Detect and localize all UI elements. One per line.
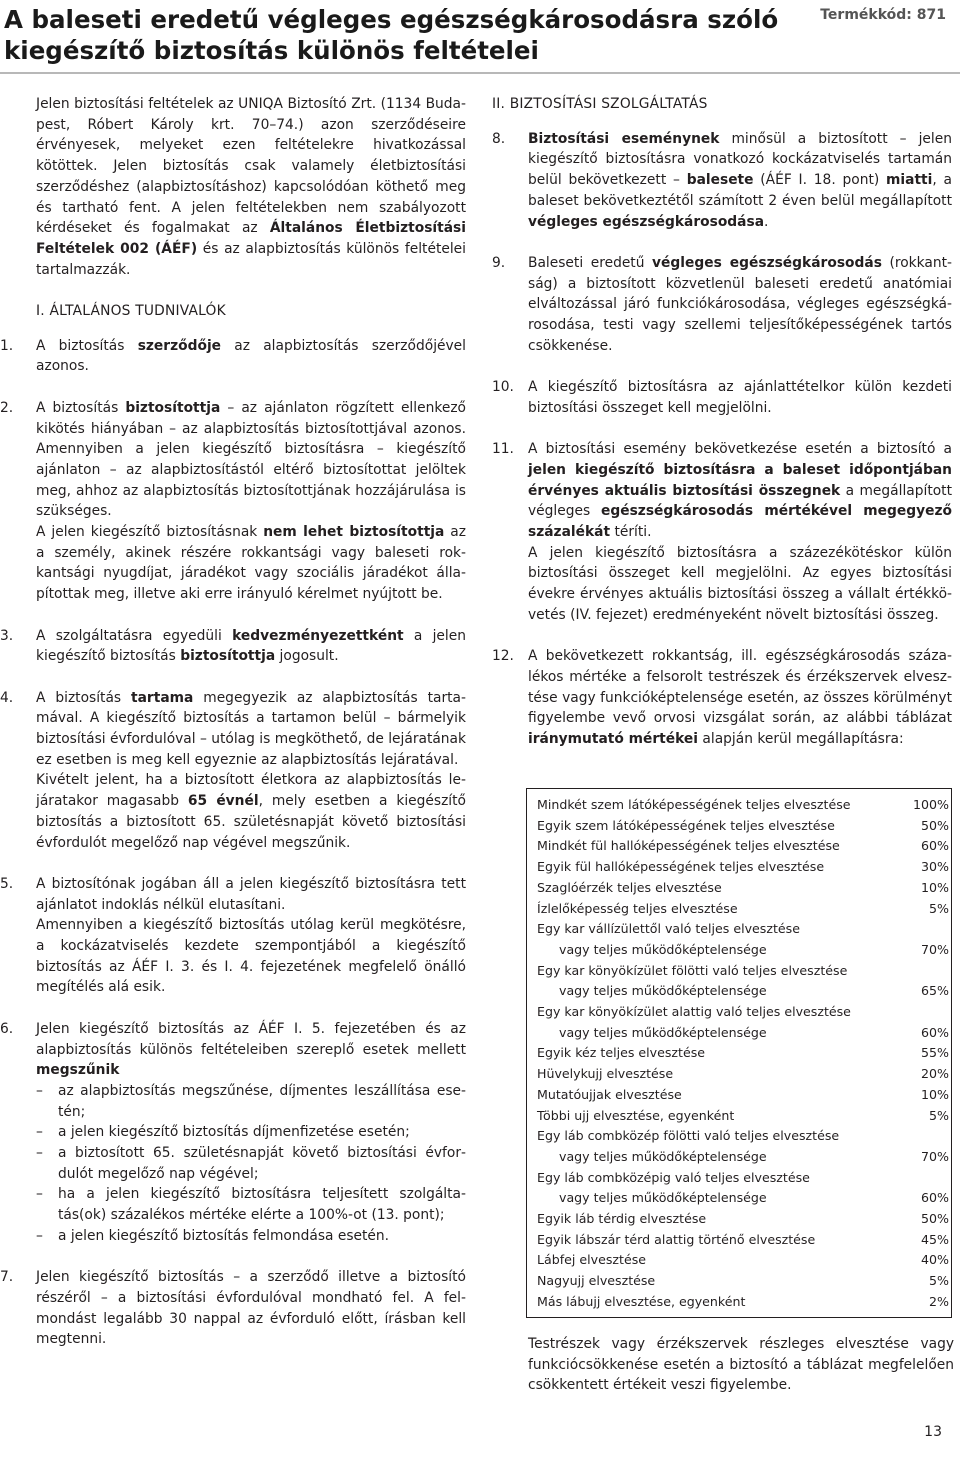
table-row — [527, 961, 952, 1002]
injury-label: Ízlelőképesség teljes elvesztése — [537, 900, 738, 916]
table-row — [527, 1106, 952, 1127]
table-row — [527, 1271, 952, 1292]
title-line-2: kiegészítő biztosítás különös feltételei — [4, 36, 539, 65]
clause-11: 11. A biztosítási esemény bekövetkezése esetén a biztosító a jelen kiegészítő biztosításra a baleset időpontjában érvényes aktuális biztosítási összegnek a megállapított végleges egészségkárosodás mértékével megegyező százalékát téríti. A jelen kiegészítő biztosításra a százezékötéskor külön biztosítási összeget kell megjelölni. Az egyes biztosítási évekre érvényes aktuális biztosítási összeg a vállalt értékkövetés (IV. fejezet) eredményeként növelt biztosítási összeg. — [492, 441, 952, 623]
injury-label: Egyik lábszár térd alattig történő elvesztése — [537, 1231, 816, 1247]
section-heading-general: I. ÁLTALÁNOS TUDNIVALÓK — [36, 303, 226, 320]
clause-9: 9. Baleseti eredetű végleges egészségkárosodás (rokkantság) a biztosított közvetlenül baleseti eredetű anatómiai elváltozással járó funkciókárosodása, végleges egészségkárosodása, testi vagy szellemi teljesítőképességének tartós csökkenése. — [492, 254, 952, 354]
injury-label: Egy kar könyökízület fölötti való teljes elvesztése vagy teljes működőképtelensége — [537, 962, 848, 999]
percentage-value: 30% — [921, 859, 949, 875]
page-number: 13 — [924, 1424, 942, 1440]
percentage-value: 55% — [921, 1045, 949, 1061]
clause-8: 8. Biztosítási eseménynek minősül a biztosított – jelen kiegészítő biztosításra vonatkozó kockázatviselés tartamán belül bekövetkezett – balesete (ÁÉF I. 18. pont) miatti, a baleset bekövetkeztétől számított 2 éven belül megállapított végleges egészségkárosodása. — [492, 130, 952, 230]
injury-label: Egyik fül hallóképességének teljes elvesztése — [537, 859, 825, 875]
injury-label: Mindkét szem látóképességének teljes elvesztése — [537, 797, 851, 812]
table-row — [527, 816, 952, 837]
percentage-value: 45% — [921, 1231, 949, 1247]
termination-case: – ha a jelen kiegészítő biztosításra teljesített szolgáltatás(ok) százalékos mértéke elérte a 100%-ot (13. pont); — [36, 1186, 466, 1224]
clause-number: 5. — [0, 875, 14, 892]
title-line-1: A baleseti eredetű végleges egészségkárosodásra szóló — [4, 5, 779, 34]
clause-number: 10. — [492, 379, 514, 396]
section-heading-benefits: II. BIZTOSÍTÁSI SZOLGÁLTATÁS — [492, 96, 708, 112]
table-row — [527, 1292, 952, 1317]
termination-case: – a jelen kiegészítő biztosítás felmondása esetén. — [36, 1227, 390, 1244]
clause-number: 2. — [0, 399, 14, 416]
percentage-value: 70% — [921, 1148, 949, 1164]
product-code: Termékkód: 871 — [820, 7, 946, 23]
percentage-value: 5% — [929, 900, 949, 916]
table-row — [527, 1043, 952, 1064]
percentage-value: 40% — [921, 1252, 949, 1268]
clause-5: 5. A biztosítónak jogában áll a jelen kiegészítő biztosításra tett ajánlatot indoklás nélkül elutasítani. Amennyiben a kiegészítő biztosítás utólag kerül megkötésre, a kockázatviselés kezdete szempontjából a kiegészítő biztosítás az ÁÉF I. 3. és I. 4. fejezetének megfelelő önálló megítélés alá esik. — [0, 875, 466, 996]
header-divider — [0, 72, 960, 74]
injury-label: Szaglóérzék teljes elvesztése — [537, 879, 722, 895]
percentage-value: 60% — [921, 1024, 949, 1040]
percentage-value: 20% — [921, 1066, 949, 1082]
table-row — [527, 1209, 952, 1230]
document-title — [4, 4, 778, 66]
injury-label: Egy kar vállízülettől való teljes elvesztése vagy teljes működőképtelensége — [537, 921, 800, 957]
injury-label: Egyik láb térdig elvesztése — [537, 1211, 707, 1227]
clause-6: 6. Jelen kiegészítő biztosítás az ÁÉF I. 5. fejezetében és az alapbiztosítás különös feltételeiben szereplő esetek mellett megszűnik – az alapbiztosítás megszűnése, díjmentes leszállítása esetén; – a jelen kiegészítő biztosítás díjmenfizetése esetén; – a biztosított 65. születésnapját követő biztosítási évfordulót megelőző nap végével; – ha a jelen kiegészítő biztosításra teljesített szolgáltatás(ok) százalékos mértéke elérte a 100%-ot (13. pont); – a jelen kiegészítő biztosítás felmondása esetén. — [0, 1019, 466, 1247]
table-row — [527, 857, 952, 878]
clause-number: 1. — [0, 337, 14, 354]
clause-number: 4. — [0, 689, 14, 706]
table-row — [527, 878, 952, 899]
clause-10: 10. A kiegészítő biztosításra az ajánlattételkor külön kezdeti biztosítási összeget kell megjelölni. — [492, 379, 952, 416]
percentage-value: 60% — [921, 1190, 949, 1206]
left-column — [0, 94, 467, 1350]
percentage-value: 50% — [921, 817, 949, 833]
table-row — [527, 1168, 952, 1209]
clause-number: 6. — [0, 1020, 14, 1037]
table-row — [527, 789, 952, 816]
percentage-value: 50% — [921, 1211, 949, 1227]
disability-percentage-table — [526, 788, 952, 1318]
table-row — [527, 1002, 952, 1043]
injury-label: Lábfej elvesztése — [537, 1252, 647, 1268]
table-row — [527, 1230, 952, 1251]
percentage-value: 10% — [921, 1086, 949, 1102]
percentage-value: 2% — [929, 1293, 949, 1309]
table-row — [527, 919, 952, 960]
table-row — [527, 836, 952, 857]
termination-case: – az alapbiztosítás megszűnése, díjmentes leszállítása esetén; — [36, 1082, 466, 1120]
injury-label: Mutatóujjak elvesztése — [537, 1086, 682, 1102]
percentage-value: 60% — [921, 838, 949, 854]
clause-12: 12. A bekövetkezett rokkantság, ill. egészségkárosodás százalékos mértéke a felsorolt testrészek és érzékszervek elvesztése vagy funkcióképtelenségе esetén, az összes körülményt figyelembe vevő orvosi vizsgálat során, az alábbi táblázat iránymutató mértékei alapján kerül megállapításra: — [492, 648, 952, 748]
clause-number: 8. — [492, 130, 506, 147]
percentage-value: 10% — [921, 879, 949, 895]
injury-label: Egyik szem látóképességének teljes elvesztése — [537, 817, 835, 833]
clause-number: 12. — [492, 648, 514, 665]
percentage-value: 5% — [929, 1273, 949, 1289]
table-row — [527, 899, 952, 920]
table-row — [527, 1126, 952, 1167]
clause-number: 3. — [0, 627, 14, 644]
clause-number: 7. — [0, 1269, 14, 1286]
table-row — [527, 1085, 952, 1106]
table-row — [527, 1064, 952, 1085]
termination-case: – a jelen kiegészítő biztosítás díjmenfizetése esetén; — [36, 1124, 410, 1141]
right-column — [492, 94, 952, 750]
intro-paragraph: Jelen biztosítási feltételek az UNIQA Biztosító Zrt. (1134 Budapest, Róbert Károly krt. 70–74.) azon szerződéseire érvényesek, melyeket ezen feltételekre hivatkozással kötöttek. Jelen biztosítás csak valamely életbiztosítási szerződéshez (alapbiztosításhoz) kapcsolódóan köthető meg és tartható fent. A jelen feltételekben nem szabályozott kérdéseket és fogalmakat az Általános Életbiztosítási Feltételek 002 (ÁÉF) és az alapbiztosítás különös feltételei tartalmazzák. — [36, 96, 466, 278]
percentage-value: 70% — [921, 941, 949, 957]
injury-label: Egy láb combközépig való teljes elvesztése vagy teljes működőképtelensége — [537, 1169, 810, 1206]
termination-case: – a biztosított 65. születésnapját követő biztosítási évfordulót megelőző nap végével; — [36, 1145, 466, 1182]
injury-label: Egyik kéz teljes elvesztése — [537, 1045, 706, 1061]
table-footnote: Testrészek vagy érzékszervek részleges elvesztése vagy funkciócsökkenése esetén a biztosító a táblázat megfelelően csökkentett értékeit veszi figyelembe. — [528, 1336, 954, 1394]
injury-label: Más lábujj elvesztése, egyenként — [537, 1293, 746, 1309]
injury-label: Többi ujj elvesztése, egyenként — [537, 1107, 735, 1123]
clause-number: 11. — [492, 441, 514, 458]
clause-4: 4. A biztosítás tartama megegyezik az alapbiztosítás tartamával. A kiegészítő biztosítás a tartamon belül – bármelyik biztosítási évfordulóval – utólag is megköthető, de lejáratának ez esetben is meg kell egyeznie az alapbiztosítás lejáratával. Kivételt jelent, ha a biztosított életkora az alapbiztosítás lejáratakor magasabb 65 évnél, mely esetben a kiegészítő biztosítás a biztosított 65. születésnapját követő biztosítási évfordulót megelőző nap végével megszűnik. — [0, 689, 467, 851]
injury-label: Egy láb combközép fölötti való teljes elvesztése vagy teljes működőképtelensége — [537, 1128, 840, 1164]
percentage-value: 100% — [912, 797, 949, 812]
table-row — [527, 1250, 952, 1271]
clause-1: 1. A biztosítás szerződője az alapbiztosítás szerződőjével azonos. — [0, 337, 466, 375]
percentage-value: 5% — [929, 1107, 949, 1123]
injury-label: Nagyujj elvesztése — [537, 1273, 656, 1289]
clause-3: 3. A szolgáltatásra egyedüli kedvezményezettként a jelen kiegészítő biztosítás biztosítottja jogosult. — [0, 627, 466, 665]
clause-7: 7. Jelen kiegészítő biztosítás – a szerződő illetve a biztosító részéről – a biztosítási évfordulóval mondható fel. A felmondást legalább 30 nappal az évforduló előtt, írásban kell megtenni. — [0, 1269, 466, 1348]
injury-label: Mindkét fül hallóképességének teljes elvesztése — [537, 838, 840, 854]
clause-number: 9. — [492, 254, 506, 271]
injury-label: Egy kar könyökízület alattig való teljes elvesztése vagy teljes működőképtelensége — [537, 1004, 851, 1040]
clause-2: 2. A biztosítás biztosítottja – az ajánlaton rögzített ellenkező kikötés hiányában – az alapbiztosítás biztosítottjával azonos. Amennyiben a jelen kiegészítő biztosításra – kiegészítő ajánlaton – az alapbiztosítástól eltérő biztosítottat jelöltek meg, ahhoz az alapbiztosítás biztosítottjának hozzájárulása is szükséges. A jelen kiegészítő biztosításnak nem lehet biztosítottja az a személy, akinek részére rokkantsági vagy baleseti rokkantsági nyugdíjat, járadékot vagy szociális járadékot állapítottak meg, illetve aki erre irányuló kérelmet nyújtott be. — [0, 399, 467, 603]
percentage-value: 65% — [921, 983, 949, 999]
injury-label: Hüvelykujj elvesztése — [537, 1066, 674, 1082]
